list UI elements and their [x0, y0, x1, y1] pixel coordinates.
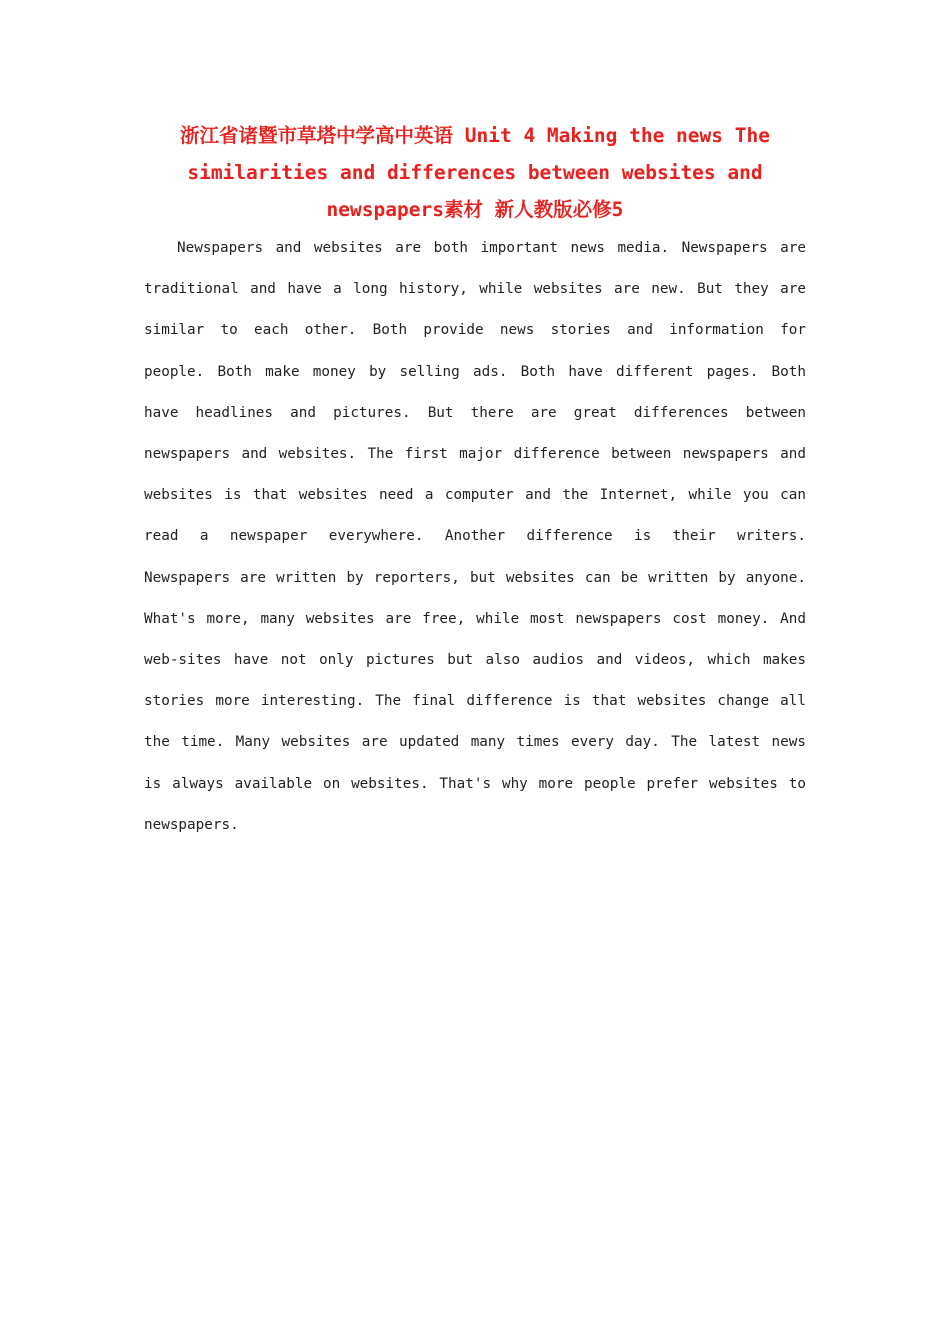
document-title: 浙江省诸暨市草塔中学高中英语 Unit 4 Making the news The similarities and differences between websites and newspapers素材 新人教版必修5 — [180, 124, 770, 221]
body-paragraph: Newspapers and websites are both important news media. Newspapers are traditional and have a long history, while websites are new. But they are similar to each other. Both provide news stories and information for people. Both make money by selling ads. Both have different pages. Both have headlines and pictures. But there are great differences between newspapers and websites. The first major difference between newspapers and websites is that websites need a computer and the Internet, while you can read a newspaper everywhere. Another difference is their writers. Newspapers are written by reporters, but websites can be written by anyone. What's more, many websites are free, while most newspapers cost money. And web-sites have not only pictures but also audios and videos, which makes stories more interesting. The final difference is that websites change all the time. Many websites are updated many times every day. The latest news is always available on websites. That's why more people prefer websites to newspapers. — [144, 240, 806, 833]
